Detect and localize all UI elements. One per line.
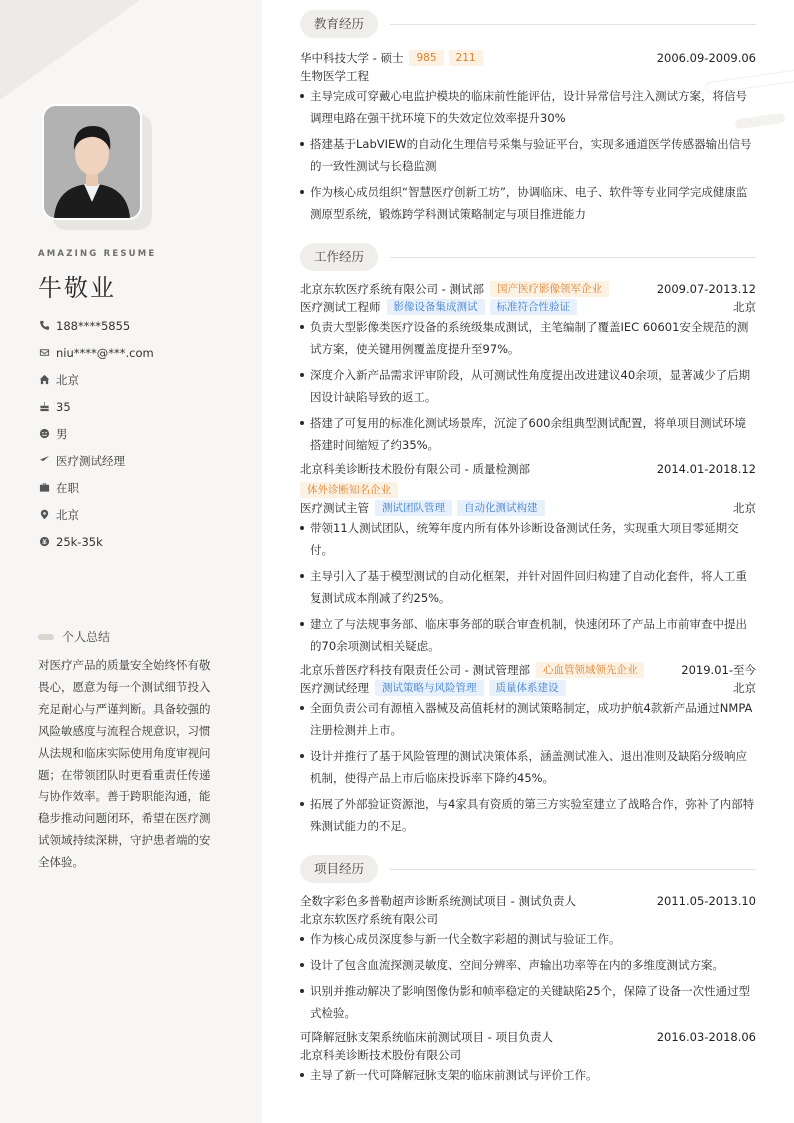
phone-text: 188****5855 (56, 318, 131, 333)
company-tag: 心血管领域领先企业 (536, 662, 645, 678)
info-home (38, 366, 248, 393)
job-bullets (300, 316, 756, 460)
list-item: 设计了包含血流探测灵敏度、空间分辨率、声输出功率等在内的多维度测试方案。 (300, 954, 756, 976)
list-item: 拓展了外部验证资源池，与4家具有资质的第三方实验室建立了战略合作，弥补了内部特殊测试能力的不足。 (300, 793, 756, 837)
project-name: 可降解冠脉支架系统临床前测试项目 - 项目负责人 (300, 1030, 553, 1044)
candidate-name: 牛敬业 (38, 274, 116, 302)
list-item: 作为核心成员组织“智慧医疗创新工坊”，协调临床、电子、软件等专业同学完成健康监测原型系统，锻炼跨学科测试策略制定与项目推进能力 (300, 181, 756, 225)
location-pin-icon (38, 509, 50, 521)
status-text: 在职 (56, 480, 79, 495)
role-tag: 标准符合性验证 (490, 299, 578, 315)
job-role-row (300, 298, 756, 316)
job-company-row (300, 661, 756, 679)
list-item: 带领11人测试团队，统筹年度内所有体外诊断设备测试任务，实现重大项目零延期交付。 (300, 517, 756, 561)
phone-icon (38, 320, 50, 332)
list-item: 主导完成可穿戴心电监护模块的临床前性能评估，设计异常信号注入测试方案，将信号调理电路在强干扰环境下的失效定位效率提升30% (300, 85, 756, 129)
company-tag: 国产医疗影像领军企业 (490, 281, 609, 297)
info-email (38, 339, 248, 366)
education-bullets (300, 85, 756, 229)
job-company-row (300, 460, 756, 478)
role-tag: 测试策略与风险管理 (375, 680, 484, 696)
role-tag: 测试团队管理 (375, 500, 452, 516)
education-school-row (300, 49, 756, 67)
job-company: 北京东软医疗系统有限公司 - 测试部 (300, 282, 484, 296)
list-item: 主导引入了基于模型测试的自动化框架，并针对固件回归构建了自动化套件，将人工重复测试成本削减了约25%。 (300, 565, 756, 609)
project-title-row (300, 1028, 756, 1046)
list-item: 建立了与法规事务部、临床事务部的联合审查机制，快速闭环了产品上市前审查中提出的70余项测试相关疑虑。 (300, 613, 756, 657)
job-role: 医疗测试经理 (300, 681, 369, 695)
job-bullets (300, 697, 756, 841)
email-text: niu****@***.com (56, 345, 154, 360)
list-item: 设计并推行了基于风险管理的测试决策体系，涵盖测试准入、退出准则及缺陷分级响应机制，使得产品上市后临床投诉率下降约45%。 (300, 745, 756, 789)
education-date: 2006.09-2009.06 (656, 51, 756, 65)
project-org-row (300, 910, 756, 928)
info-city (38, 501, 248, 528)
city-text: 北京 (56, 507, 79, 522)
briefcase-icon (38, 482, 50, 494)
list-item: 作为核心成员深度参与新一代全数字彩超的测试与验证工作。 (300, 928, 756, 950)
summary-title: 个人总结 (62, 630, 111, 644)
job-date: 2009.07-2013.12 (656, 282, 756, 296)
salary-icon (38, 536, 50, 548)
resume-tagline: AMAZING RESUME (38, 249, 157, 259)
list-item: 搭建基于LabVIEW的自动化生理信号采集与验证平台，实现多通道医学传感器输出信号的一致性测试与长稳监测 (300, 133, 756, 177)
summary-heading-marker (38, 634, 54, 640)
list-item: 主导了新一代可降解冠脉支架的临床前测试与评价工作。 (300, 1064, 756, 1086)
decorative-triangle (0, 0, 140, 100)
projects-section-title: 项目经历 (300, 855, 378, 883)
job-company: 北京科美诊断技术股份有限公司 - 质量检测部 (300, 462, 530, 476)
section-divider (390, 869, 756, 870)
project-date: 2016.03-2018.06 (656, 1030, 756, 1044)
send-icon (38, 455, 50, 467)
salary-text: 25k-35k (56, 534, 103, 549)
contact-info-list (38, 312, 248, 555)
work-section-title: 工作经历 (300, 243, 378, 271)
job-date: 2019.01-至今 (681, 663, 756, 677)
job-city: 北京 (733, 501, 756, 515)
home-icon (38, 374, 50, 386)
info-phone (38, 312, 248, 339)
job-date: 2014.01-2018.12 (656, 462, 756, 476)
age-text: 35 (56, 399, 71, 414)
project-bullets (300, 928, 756, 1028)
job-company-tag-row (300, 481, 756, 499)
home-text: 北京 (56, 372, 79, 387)
info-salary (38, 528, 248, 555)
project-org: 北京科美诊断技术股份有限公司 (300, 1048, 461, 1062)
education-tag: 211 (449, 50, 483, 66)
job-company-row (300, 280, 756, 298)
job-city: 北京 (733, 681, 756, 695)
job-role-row (300, 679, 756, 697)
school-name: 华中科技大学 - 硕士 (300, 51, 404, 65)
education-section-title: 教育经历 (300, 10, 378, 38)
projects-section-header (300, 855, 756, 883)
job-city: 北京 (733, 300, 756, 314)
education-major-row (300, 67, 756, 85)
project-name: 全数字彩色多普勒超声诊断系统测试项目 - 测试负责人 (300, 894, 576, 908)
summary-text: 对医疗产品的质量安全始终怀有敬畏心，愿意为每一个测试细节投入充足耐心与严谨判断。具备较强的风险敏感度与流程合规意识，习惯从法规和临床实际使用角度审视问题；在带领团队时更看重责任传递与协作效率。善于跨职能沟通，能稳步推动问题闭环，希望在医疗测试领域持续深耕，守护患者端的安全体验。 (38, 658, 211, 870)
profile-photo-frame (42, 104, 142, 220)
gender-text: 男 (56, 426, 68, 441)
job-role: 医疗测试工程师 (300, 300, 381, 314)
gender-icon (38, 428, 50, 440)
education-section-header (300, 10, 756, 38)
project-org: 北京东软医疗系统有限公司 (300, 912, 438, 926)
section-divider (390, 257, 756, 258)
section-divider (390, 24, 756, 25)
project-date: 2011.05-2013.10 (656, 894, 756, 908)
project-org-row (300, 1046, 756, 1064)
list-item: 负责大型影像类医疗设备的系统级集成测试，主笔编制了覆盖IEC 60601安全规范的测试方案，使关键用例覆盖度提升至97%。 (300, 316, 756, 360)
role-tag: 影像设备集成测试 (387, 299, 485, 315)
info-age (38, 393, 248, 420)
education-major: 生物医学工程 (300, 69, 369, 83)
job-company: 北京乐普医疗科技有限责任公司 - 测试管理部 (300, 663, 530, 677)
job-role-row (300, 499, 756, 517)
info-status (38, 474, 248, 501)
list-item: 全面负责公司有源植入器械及高值耗材的测试策略制定，成功护航4款新产品通过NMPA注册检测并上市。 (300, 697, 756, 741)
education-tag: 985 (409, 50, 443, 66)
list-item: 搭建了可复用的标准化测试场景库，沉淀了600余组典型测试配置，将单项目测试环境搭建时间缩短了约35%。 (300, 412, 756, 456)
role-tag: 质量体系建设 (489, 680, 566, 696)
mail-icon (38, 347, 50, 359)
target-position-text: 医疗测试经理 (56, 453, 125, 468)
project-bullets (300, 1064, 756, 1090)
list-item: 深度介入新产品需求评审阶段，从可测试性角度提出改进建议40余项，显著减少了后期因设计缺陷导致的返工。 (300, 364, 756, 408)
project-title-row (300, 892, 756, 910)
job-role: 医疗测试主管 (300, 501, 369, 515)
summary-heading (38, 628, 110, 645)
avatar (42, 104, 142, 220)
info-target-position (38, 447, 248, 474)
cake-icon (38, 401, 50, 413)
company-tag: 体外诊断知名企业 (300, 482, 398, 498)
work-section-header (300, 243, 756, 271)
role-tag: 自动化测试构建 (457, 500, 545, 516)
info-gender (38, 420, 248, 447)
job-bullets (300, 517, 756, 661)
list-item: 识别并推动解决了影响图像伪影和帧率稳定的关键缺陷25个，保障了设备一次性通过型式检验。 (300, 980, 756, 1024)
sidebar (0, 0, 262, 1123)
